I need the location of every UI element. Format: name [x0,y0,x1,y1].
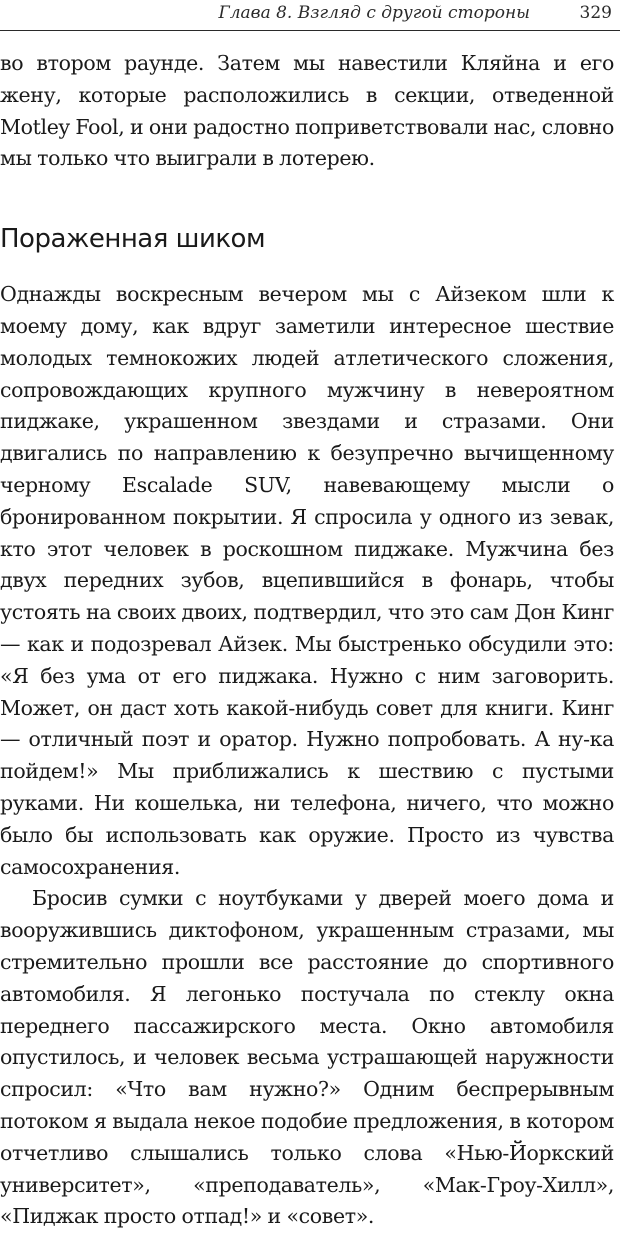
body-paragraph: Бросив сумки с ноутбуками у дверей моего дома и вооружившись диктофоном, украшенным стразами, мы стремительно прошли все расстояние до спортивного автомобиля. Я легонько постучала по стеклу окна переднего пассажирского места. Окно автомобиля опустилось, и человек весьма устрашающей наружности спросил: «Что вам нужно?» Одним беспрерывным потоком я выдала некое подобие предложения, в котором отчетливо слышались только слова «Нью-Йоркский университет», «преподаватель», «Мак-Гроу-Хилл», «Пиджак просто отпад!» и «совет». [0,886,614,1229]
running-title: Глава 8. Взгляд с другой стороны [218,3,530,23]
page-body [0,48,614,1233]
body-paragraph: Однажды воскресным вечером мы с Айзеком шли к моему дому, как вдруг заметили интересное шествие молодых темнокожих людей атлетического сложения, сопровождающих крупного мужчину в невероятном пиджаке, украшенном звездами и стразами. Они двигались по направлению к безупречно вычищенному черному Escalade SUV, навевающему мысли о бронированном покрытии. Я спросила у одного из зевак, кто этот человек в роскошном пиджаке. Мужчина без двух передних зубов, вцепившийся в фонарь, чтобы устоять на своих двоих, подтвердил, что это сам Дон Кинг — как и подозревал Айзек. Мы быстренько обсудили это: «Я без ума от его пиджака. Нужно с ним заговорить. Может, он даст хоть какой-нибудь совет для книги. Кинг — отличный поэт и оратор. Нужно попробовать. А ну-ка пойдем!» Мы приближались к шествию с пустыми руками. Ни кошелька, ни телефона, ничего, что можно было бы использовать как оружие. Просто из чувства самосохранения. [0,282,614,879]
running-header [0,0,620,31]
page-number: 329 [579,3,612,23]
opening-paragraph: во втором раунде. Затем мы навестили Кляйна и его жену, которые расположились в секции, отведенной Motley Fool, и они радостно поприветствовали нас, словно мы только что выиграли в лотерею. [0,51,614,171]
section-heading: Пораженная шиком [0,224,266,255]
